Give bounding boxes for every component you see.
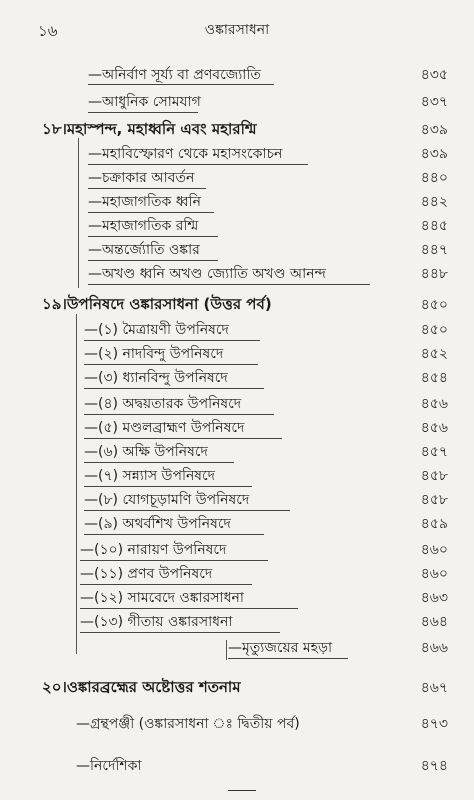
entry-page: ৪৪২	[420, 194, 448, 210]
section-page: ৪৬৭	[420, 680, 448, 696]
entry-underline	[80, 608, 298, 609]
entry-page: ৪৫০	[420, 322, 448, 338]
toc-entry	[0, 190, 474, 214]
entry-label: —(১২) সামবেদে ওঙ্কারসাধনা	[80, 590, 244, 606]
entry-underline	[84, 534, 264, 535]
running-title: ওঙ্কারসাধনা	[204, 22, 270, 38]
entry-underline	[80, 632, 280, 633]
entry-label: —মহাবিস্ফোরণ থেকে মহাসংকোচন	[88, 146, 283, 162]
entry-label: —মহাজাগতিক ধ্বনি	[88, 194, 201, 210]
entry-label: —চক্রাকার আবর্তন	[88, 170, 195, 186]
toc-entry	[0, 142, 474, 166]
entry-page: ৪৪০	[420, 170, 448, 186]
entry-label: —অন্তর্জ্যোতি ওঙ্কার	[88, 242, 200, 258]
entry-label: —অখণ্ড ধ্বনি অখণ্ড জ্যোতি অখণ্ড আনন্দ	[88, 266, 326, 282]
entry-page: ৪৫২	[420, 346, 448, 362]
toc-section-heading	[0, 293, 474, 317]
entry-underline	[84, 486, 252, 487]
toc-entry	[0, 464, 474, 488]
toc-section-heading	[0, 118, 474, 142]
entry-label: —(৪) অদ্বয়তারক উপনিষদে	[84, 396, 242, 412]
toc-entry	[0, 318, 474, 342]
entry-underline	[88, 260, 218, 261]
entry-underline	[88, 236, 218, 237]
entry-underline	[84, 388, 264, 389]
entry-page: ৪৫৬	[420, 396, 448, 412]
footer-dash	[228, 790, 256, 791]
entry-page: ৪৬৪	[420, 614, 448, 630]
toc-entry	[0, 754, 474, 778]
section-label: ২০।ওঙ্কারব্রহ্মের অষ্টোত্তর শতনাম	[42, 678, 241, 696]
section-label: ১৮।মহাস্পন্দ, মহাধ্বনি এবং মহারশ্মি	[42, 120, 257, 138]
entry-page: ৪৬৩	[420, 590, 448, 606]
entry-label: —(২) নাদবিন্দু উপনিষদে	[84, 346, 224, 362]
toc-entry	[0, 636, 474, 660]
entry-underline	[80, 560, 268, 561]
section-label: ১৯।উপনিষদে ওঙ্কারসাধনা (উত্তর পর্ব)	[42, 295, 272, 313]
toc-entry	[0, 214, 474, 238]
entry-underline	[84, 340, 260, 341]
entry-page: ৪৫৮	[420, 492, 448, 508]
entry-label: —(১১) প্রণব উপনিষদে	[80, 566, 213, 582]
entry-label: —(১০) নারায়ণ উপনিষদে	[80, 542, 227, 558]
entry-label: —গ্রন্থপঞ্জী (ওঙ্কারসাধনা ঃ দ্বিতীয় পর্ব)	[76, 716, 300, 732]
sub-bracket	[226, 640, 227, 660]
toc-entry	[0, 440, 474, 464]
section-page: ৪৩৯	[420, 122, 448, 138]
toc-section-heading	[0, 676, 474, 700]
entry-label: —(৫) মণ্ডলব্রাহ্মণ উপনিষদে	[84, 420, 245, 436]
entry-underline	[88, 188, 206, 189]
entry-underline	[80, 584, 252, 585]
entry-underline	[228, 658, 348, 659]
entry-page: ৪৩৭	[420, 94, 448, 110]
entry-page: ৪৭৩	[420, 716, 448, 732]
entry-underline	[84, 462, 234, 463]
entry-label: —(৩) ধ্যানবিন্দু উপনিষদে	[84, 370, 228, 386]
toc-entry	[0, 562, 474, 586]
entry-page: ৪৫৭	[420, 444, 448, 460]
entry-page: ৪৪৫	[420, 218, 448, 234]
entry-underline	[88, 164, 308, 165]
entry-underline	[88, 84, 274, 85]
entry-page: ৪৫৯	[420, 516, 448, 532]
entry-page: ৪৬০	[420, 566, 448, 582]
entry-label: —(১৩) গীতায় ওঙ্কারসাধনা	[80, 614, 233, 630]
entry-underline	[88, 212, 214, 213]
entry-page: ৪৬০	[420, 542, 448, 558]
entry-underline	[84, 364, 258, 365]
entry-label: —(৬) অক্ষি উপনিষদে	[84, 444, 208, 460]
page-header	[0, 18, 474, 44]
entry-underline	[84, 414, 274, 415]
entry-label: —(৭) সন্ন্যাস উপনিষদে	[84, 468, 216, 484]
toc-entry	[0, 392, 474, 416]
entry-page: ৪৪৭	[420, 242, 448, 258]
entry-page: ৪৩৫	[420, 67, 448, 83]
entry-underline	[84, 438, 282, 439]
entry-page: ৪৩৯	[420, 146, 448, 162]
toc-entry	[0, 610, 474, 634]
toc-entry	[0, 262, 474, 286]
entry-underline	[84, 510, 290, 511]
entry-label: —মৃত্যুজয়ের মহড়া	[228, 640, 333, 656]
toc-entry	[0, 238, 474, 262]
toc-entry	[0, 538, 474, 562]
toc-entry	[0, 416, 474, 440]
entry-underline	[88, 112, 198, 113]
entry-page: ৪৬৬	[420, 640, 448, 656]
entry-page: ৪৪৮	[420, 266, 448, 282]
toc-entry	[0, 90, 474, 114]
entry-label: —মহাজাগতিক রশ্মি	[88, 218, 199, 234]
toc-entry	[0, 366, 474, 390]
entry-label: —নির্দেশিকা	[76, 758, 142, 774]
entry-page: ৪৭৪	[420, 758, 448, 774]
entry-page: ৪৫৬	[420, 420, 448, 436]
section-page: ৪৫০	[420, 297, 448, 313]
toc-entry	[0, 512, 474, 536]
entry-label: —অনির্বাণ সূর্য্য বা প্রণবজ্যোতি	[88, 67, 261, 83]
entry-label: —আধুনিক সোমযাগ	[88, 94, 201, 110]
entry-label: —(৯) অথর্বশিখ উপনিষদে	[84, 516, 231, 532]
entry-label: —(১) মৈত্রায়ণী উপনিষদে	[84, 322, 229, 338]
entry-label: —(৮) যোগচূড়ামণি উপনিষদে	[84, 492, 250, 508]
toc-entry	[0, 342, 474, 366]
toc-entry	[0, 712, 474, 736]
toc-entry	[0, 166, 474, 190]
entry-underline	[88, 284, 370, 285]
entry-page: ৪৫৪	[420, 370, 448, 386]
entry-page: ৪৫৮	[420, 468, 448, 484]
toc-entry	[0, 488, 474, 512]
page-number: ১৬	[38, 22, 58, 40]
toc-entry	[0, 586, 474, 610]
